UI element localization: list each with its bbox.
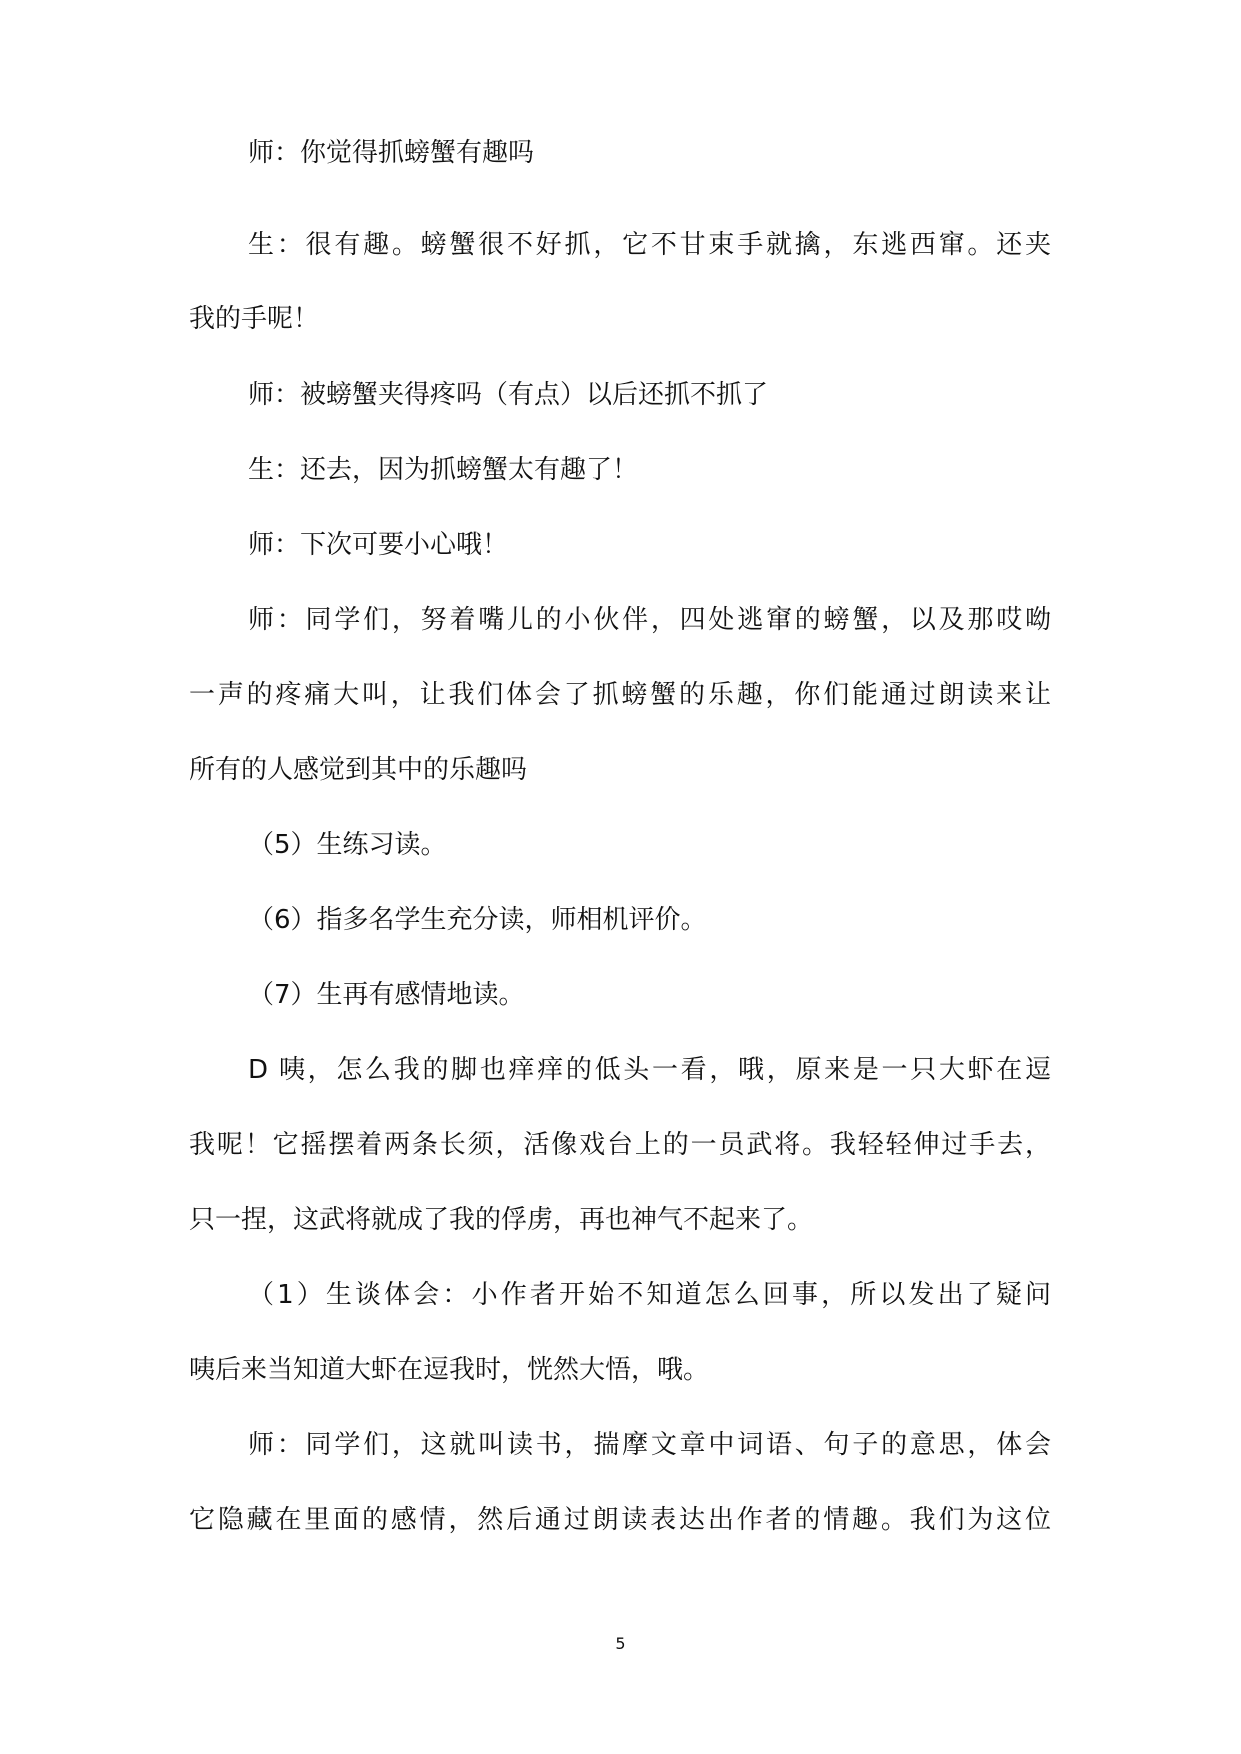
text-line: （5）生练习读。: [248, 830, 447, 860]
text-line: 我呢！它摇摆着两条长须，活像戏台上的一员武将。我轻轻伸过手去，: [189, 1130, 1051, 1160]
text-line: 生：很有趣。螃蟹很不好抓，它不甘束手就擒，东逃西窜。还夹: [248, 230, 1051, 260]
text-line: 一声的疼痛大叫，让我们体会了抓螃蟹的乐趣，你们能通过朗读来让: [189, 680, 1051, 710]
text-line: （7）生再有感情地读。: [248, 980, 525, 1010]
text-line: 师：你觉得抓螃蟹有趣吗: [248, 138, 535, 168]
text-line: 咦后来当知道大虾在逗我时，恍然大悟，哦。: [189, 1355, 710, 1385]
text-line: 所有的人感觉到其中的乐趣吗: [189, 755, 528, 785]
text-line: 只一捏，这武将就成了我的俘虏，再也神气不起来了。: [189, 1205, 814, 1235]
text-line: 师：同学们，这就叫读书，揣摩文章中词语、句子的意思，体会: [248, 1430, 1051, 1460]
text-line: 师：被螃蟹夹得疼吗（有点）以后还抓不抓了: [248, 380, 769, 410]
text-line: 生：还去，因为抓螃蟹太有趣了！: [248, 455, 639, 485]
text-line: （6）指多名学生充分读，师相机评价。: [248, 905, 707, 935]
text-line: 我的手呢！: [189, 304, 320, 334]
page-number: 5: [615, 1634, 626, 1653]
text-line: 师：同学们，努着嘴儿的小伙伴，四处逃窜的螃蟹，以及那哎呦: [248, 605, 1051, 635]
text-line: 师：下次可要小心哦！: [248, 530, 509, 560]
text-line: 它隐藏在里面的感情，然后通过朗读表达出作者的情趣。我们为这位: [189, 1505, 1051, 1535]
text-line: （1）生谈体会：小作者开始不知道怎么回事，所以发出了疑问: [248, 1280, 1051, 1310]
text-line: D 咦，怎么我的脚也痒痒的低头一看，哦，原来是一只大虾在逗: [248, 1055, 1051, 1085]
